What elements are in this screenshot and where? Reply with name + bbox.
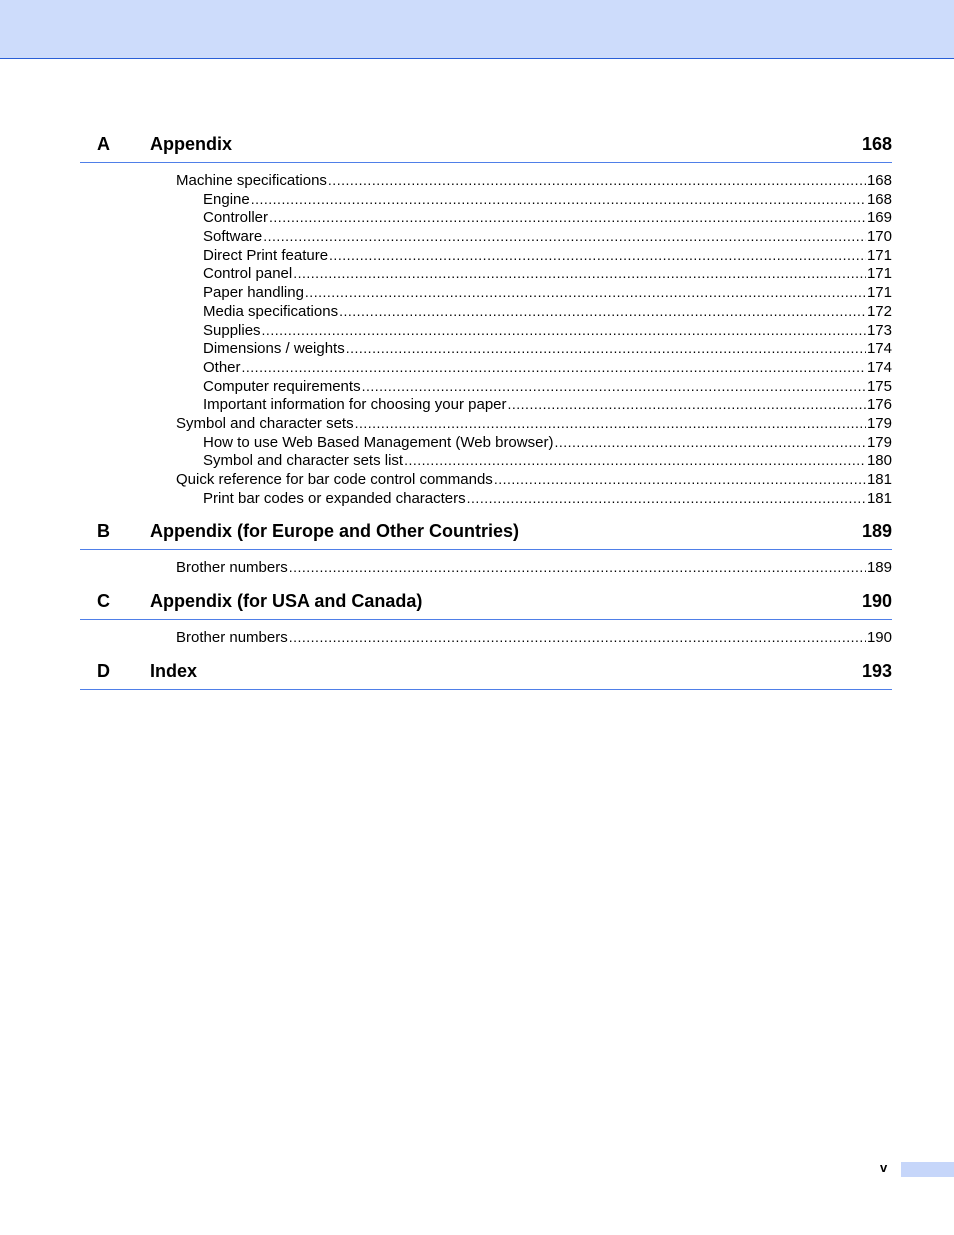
toc-chapter <box>80 134 892 521</box>
toc-entry-label: Important information for choosing your paper <box>203 396 507 414</box>
chapter-heading[interactable] <box>80 134 892 163</box>
toc-chapter <box>80 521 892 591</box>
toc-entry-page: 172 <box>866 302 892 320</box>
toc-entry[interactable] <box>80 433 892 452</box>
chapter-page-number: 168 <box>861 134 892 154</box>
toc-entry-label: Computer requirements <box>203 377 361 395</box>
toc-entry-label: Machine specifications <box>176 172 327 189</box>
toc-entry-label: Brother numbers <box>176 629 288 647</box>
chapter-page-number: 193 <box>861 660 892 681</box>
toc-entry-label: Other <box>203 358 241 376</box>
dot-leader <box>251 190 866 209</box>
dot-leader <box>293 264 866 283</box>
toc-entry[interactable] <box>80 283 892 302</box>
toc-entry-page: 181 <box>866 489 892 507</box>
dot-leader <box>339 302 866 321</box>
toc-entry-label: Media specifications <box>203 302 339 320</box>
toc-entry-label: Symbol and character sets <box>176 414 354 432</box>
chapter-entries <box>80 620 892 647</box>
toc-entry-label: Direct Print feature <box>203 246 329 264</box>
toc-entry-page: 168 <box>866 172 892 189</box>
toc-entry-label: Paper handling <box>203 284 304 302</box>
dot-leader <box>289 558 866 577</box>
toc-entry-label: How to use Web Based Management (Web browser) <box>203 433 554 451</box>
dot-leader <box>404 451 866 470</box>
dot-leader <box>305 283 866 302</box>
chapter-title: Appendix <box>150 134 233 154</box>
chapter-heading[interactable] <box>80 521 892 550</box>
toc-entry-page: 179 <box>866 433 892 451</box>
dot-leader <box>508 395 866 414</box>
toc-entry-label: Quick reference for bar code control commands <box>176 471 493 488</box>
chapter-entries <box>80 163 892 507</box>
dot-leader <box>328 171 866 190</box>
chapter-letter: B <box>97 521 110 542</box>
toc-entry-page: 174 <box>866 358 892 376</box>
chapter-letter: D <box>97 660 110 681</box>
toc-entry[interactable] <box>80 302 892 321</box>
dot-leader <box>329 246 866 265</box>
toc-entry[interactable] <box>80 339 892 358</box>
toc-entry[interactable] <box>80 190 892 209</box>
dot-leader <box>263 227 866 246</box>
toc-chapter <box>80 661 892 698</box>
chapter-spacer <box>80 577 892 591</box>
dot-leader <box>467 489 866 508</box>
chapter-title: Appendix (for Europe and Other Countries) <box>150 521 520 542</box>
toc-entry-page: 168 <box>866 190 892 208</box>
dot-leader <box>262 321 866 340</box>
toc-entry[interactable] <box>80 246 892 265</box>
toc-entry-page: 173 <box>866 321 892 339</box>
toc-entry-label: Control panel <box>203 265 293 283</box>
page-number: v <box>880 1160 888 1175</box>
dot-leader <box>289 628 866 647</box>
table-of-contents <box>80 134 892 698</box>
chapter-letter: C <box>97 591 110 612</box>
toc-entry-label: Brother numbers <box>176 559 288 577</box>
dot-leader <box>362 377 866 396</box>
toc-entry[interactable] <box>80 208 892 227</box>
toc-entry-page: 176 <box>866 396 892 414</box>
chapter-heading[interactable] <box>80 661 892 690</box>
toc-entry[interactable] <box>80 227 892 246</box>
chapter-spacer <box>80 647 892 661</box>
toc-entry[interactable] <box>80 377 892 396</box>
toc-entry-label: Software <box>203 228 263 246</box>
toc-entry-label: Supplies <box>203 321 261 339</box>
toc-entry[interactable] <box>80 358 892 377</box>
chapter-entries <box>80 690 892 698</box>
header-band <box>0 0 954 59</box>
toc-entry-page: 171 <box>866 246 892 264</box>
toc-entry[interactable] <box>80 470 892 489</box>
toc-entry-page: 169 <box>866 209 892 227</box>
chapter-title: Appendix (for USA and Canada) <box>150 591 423 612</box>
toc-entry-page: 190 <box>866 629 892 647</box>
chapter-spacer <box>80 507 892 521</box>
toc-entry[interactable] <box>80 171 892 190</box>
dot-leader <box>554 433 866 452</box>
toc-entry[interactable] <box>80 414 892 433</box>
toc-entry-page: 171 <box>866 284 892 302</box>
chapter-page-number: 190 <box>861 591 892 612</box>
toc-chapter <box>80 591 892 661</box>
toc-entry-page: 175 <box>866 377 892 395</box>
dot-leader <box>269 208 866 227</box>
toc-entry[interactable] <box>80 264 892 283</box>
toc-entry-label: Dimensions / weights <box>203 340 345 358</box>
footer-band <box>901 1162 954 1177</box>
dot-leader <box>346 339 866 358</box>
dot-leader <box>494 470 866 489</box>
toc-entry-page: 170 <box>866 228 892 246</box>
toc-entry-page: 174 <box>866 340 892 358</box>
toc-entry-label: Print bar codes or expanded characters <box>203 489 466 507</box>
toc-entry[interactable] <box>80 489 892 508</box>
toc-entry-page: 181 <box>866 471 892 488</box>
chapter-entries <box>80 550 892 577</box>
chapter-heading[interactable] <box>80 591 892 620</box>
toc-entry[interactable] <box>80 395 892 414</box>
toc-entry[interactable] <box>80 628 892 647</box>
chapter-letter: A <box>97 134 110 154</box>
toc-entry-page: 180 <box>866 452 892 470</box>
toc-entry-page: 171 <box>866 265 892 283</box>
toc-entry[interactable] <box>80 558 892 577</box>
toc-entry-label: Controller <box>203 209 269 227</box>
dot-leader <box>355 414 866 433</box>
chapter-page-number: 189 <box>861 521 892 542</box>
toc-entry-label: Engine <box>203 190 250 208</box>
toc-entry-label: Symbol and character sets list <box>203 452 404 470</box>
toc-entry-page: 189 <box>866 559 892 577</box>
toc-entry-page: 179 <box>866 414 892 432</box>
dot-leader <box>242 358 866 377</box>
toc-entry[interactable] <box>80 451 892 470</box>
toc-entry[interactable] <box>80 321 892 340</box>
chapter-title: Index <box>150 660 198 681</box>
